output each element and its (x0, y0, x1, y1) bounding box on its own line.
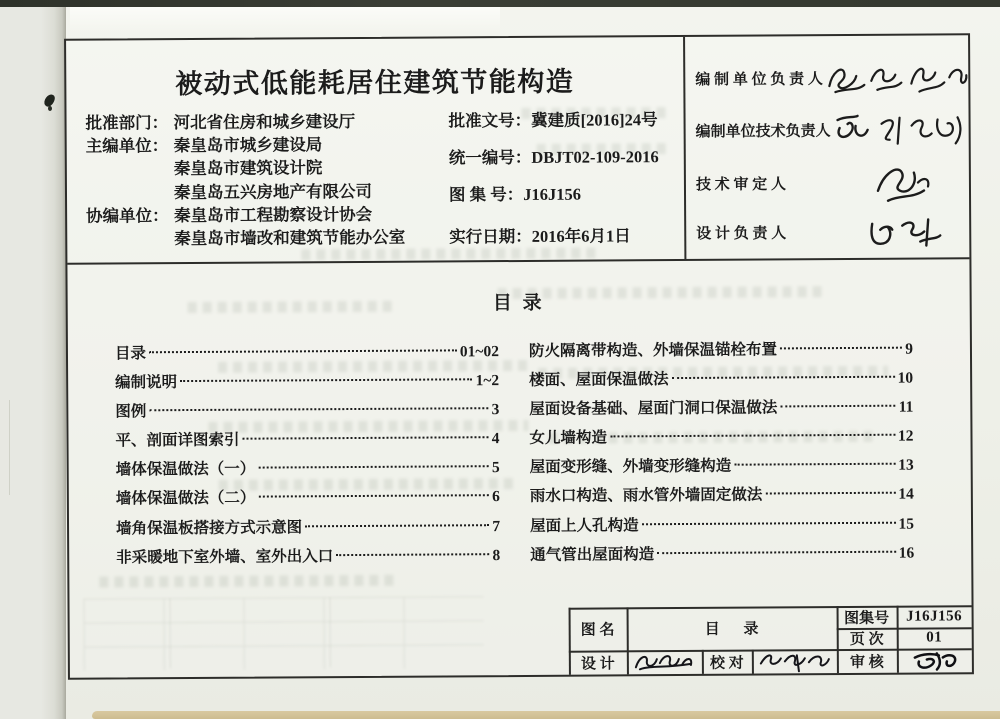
approval-value: 秦皇岛市工程勘察设计协会 (174, 204, 373, 225)
approval-row (85, 110, 404, 135)
page-edge-line (9, 400, 10, 495)
toc-item-page: 3 (491, 401, 500, 419)
toc-row (529, 393, 913, 424)
toc-row (529, 364, 913, 395)
toc-item-title: 墙体保温做法（一） (115, 460, 256, 479)
toc-item-page: 12 (897, 427, 914, 445)
toc-row (115, 395, 499, 426)
toc-item-title: 楼面、屋面保温做法 (529, 371, 669, 390)
toc-item-title: 目录 (114, 345, 147, 363)
approval-label (86, 244, 174, 245)
toc-row (529, 422, 913, 453)
proofreader-label: 校 对 (709, 655, 744, 672)
page-title: 被动式低能耗居住建筑节能构造 (175, 66, 575, 100)
toc-dot-leader (149, 407, 488, 411)
toc-item-page: 01~02 (459, 343, 500, 361)
toc-item-title: 雨水口构造、雨水管外墙固定做法 (529, 486, 763, 506)
approval-label (86, 174, 174, 175)
approval-label (86, 198, 174, 199)
toc-row (530, 509, 914, 540)
signature-reviewer (897, 648, 972, 672)
ink-smudge-dot (48, 106, 52, 111)
toc-item-title: 非采暖地下室外墙、室外出入口 (116, 547, 334, 567)
atlas-no-label: 图集号 (844, 610, 890, 627)
signature-designer (627, 650, 702, 674)
effective-date (449, 225, 631, 248)
toc-item-title: 平、剖面详图索引 (115, 431, 240, 450)
toc-item-page: 8 (492, 546, 501, 564)
toc-dot-leader (657, 550, 895, 553)
uniform-number (449, 146, 659, 169)
toc-row (115, 337, 499, 368)
official-row-design-lead (696, 207, 964, 257)
toc-dot-leader (780, 405, 895, 408)
approval-row (86, 133, 405, 158)
approval-row (86, 179, 405, 204)
toc-dot-leader (672, 376, 895, 379)
toc-row (116, 512, 500, 543)
toc-item-page: 4 (491, 430, 500, 448)
toc-item-page: 15 (898, 515, 915, 533)
approval-row (86, 202, 405, 227)
toc-dot-leader (734, 463, 895, 466)
toc-column-right (529, 335, 914, 570)
toc-dot-leader (336, 553, 489, 556)
toc-item-title: 编制说明 (115, 374, 178, 392)
toc-row (529, 335, 913, 366)
bleed-through-ghost (301, 247, 601, 260)
official-row-tech-chief (695, 105, 963, 155)
toc-row (530, 480, 914, 511)
toc-dot-leader (243, 436, 489, 440)
design-lead-label: 设 计 负 责 人 (696, 225, 787, 243)
toc-column-left (115, 337, 500, 572)
tech-chief-label: 编制单位技术负责人 (695, 123, 831, 141)
toc-row (115, 366, 499, 397)
bleed-through-table (83, 596, 483, 670)
atlas-no-value: J16J156 (906, 607, 963, 625)
page-no-label: 页 次 (849, 631, 884, 648)
approval-doc-number (448, 109, 657, 132)
approval-row (86, 226, 405, 251)
chief-label: 编 制 单 位 负 责 人 (695, 71, 823, 89)
official-row-chief (695, 53, 963, 103)
effective-date-value: 2016年6月1日 (531, 226, 631, 246)
approval-label: 主编单位： (85, 136, 169, 156)
signature-chief (823, 55, 969, 102)
toc-item-page: 11 (898, 398, 914, 416)
signature-proofreader (752, 649, 837, 674)
toc-item-page: 1~2 (475, 372, 500, 390)
toc-item-page: 9 (905, 340, 914, 358)
toc-item-page: 7 (492, 517, 501, 535)
doc-number-label: 批准文号： (448, 110, 532, 131)
toc-row (116, 541, 500, 572)
toc-row (530, 451, 914, 482)
toc-item-page: 13 (898, 456, 914, 475)
official-row-tech-approver (696, 158, 964, 208)
toc-item-page: 6 (492, 488, 500, 506)
toc-item-title: 防火隔离带构造、外墙保温锚栓布置 (528, 341, 778, 360)
approval-info (85, 110, 405, 251)
bleed-through-ghost (99, 575, 399, 588)
signature-design-lead (862, 209, 946, 254)
book-bottom-edge (92, 711, 1000, 719)
approval-value: 河北省住房和城乡建设厅 (173, 111, 356, 133)
approval-label: 协编单位： (86, 205, 169, 226)
toc-dot-leader (258, 466, 489, 469)
page-curl-highlight (70, 7, 500, 33)
reviewer-label: 审 核 (849, 654, 884, 671)
toc-item-page: 14 (898, 486, 914, 504)
toc-row (116, 453, 500, 484)
atlas-number-value: J16J156 (523, 184, 582, 204)
signature-tech-chief (829, 105, 971, 154)
uniform-number-label: 统一编号： (448, 147, 532, 168)
uniform-number-value: DBJT02-109-2016 (531, 147, 659, 167)
effective-date-label: 实行日期： (449, 226, 532, 247)
toc-row (116, 483, 500, 514)
toc-item-page: 10 (897, 369, 914, 387)
toc-item-title: 图例 (115, 403, 147, 421)
toc-row (115, 424, 499, 455)
toc-item-title: 通气管出屋面构造 (530, 545, 655, 564)
toc-item-title: 屋面设备基础、屋面门洞口保温做法 (529, 399, 778, 419)
approval-value: 秦皇岛市建筑设计院 (173, 158, 323, 179)
toc-item-page: 5 (491, 459, 500, 477)
approval-value: 秦皇岛市城乡建设局 (173, 135, 323, 156)
toc-item-title: 屋面变形缝、外墙变形缝构造 (529, 458, 732, 477)
toc-item-page: 16 (898, 544, 915, 562)
toc-item-title: 女儿墙构造 (529, 429, 608, 448)
sheet-name-value: 目 录 (704, 621, 769, 638)
book-gutter-margin (0, 7, 66, 719)
sheet-name-label: 图 名 (580, 622, 615, 639)
scanner-top-edge (0, 0, 1000, 7)
toc-dot-leader (305, 524, 489, 527)
approval-value: 秦皇岛五兴房地产有限公司 (173, 181, 373, 202)
toc-row (530, 538, 914, 569)
toc-dot-leader (258, 495, 489, 498)
toc-item-title: 墙体保温做法（二） (115, 490, 256, 508)
toc-heading: 目 录 (492, 292, 545, 315)
toc-dot-leader (780, 347, 902, 350)
toc-item-title: 屋面上人孔构造 (529, 516, 639, 535)
toc-dot-leader (180, 378, 472, 382)
toc-dot-leader (765, 492, 895, 495)
approval-label: 批准部门： (85, 113, 169, 133)
title-block-divider-vertical (683, 37, 686, 259)
approval-value: 秦皇岛市墙改和建筑节能办公室 (174, 227, 406, 249)
toc-dot-leader (149, 349, 457, 353)
designer-label: 设 计 (580, 655, 615, 673)
signature-tech-approver (868, 158, 940, 206)
page-no-value: 01 (926, 629, 943, 646)
toc-item-title: 墙角保温板搭接方式示意图 (115, 518, 303, 538)
document-frame (64, 33, 974, 680)
doc-number-value: 冀建质[2016]24号 (531, 110, 658, 130)
atlas-number-label: 图 集 号： (448, 184, 524, 205)
tech-approver-label: 技 术 审 定 人 (695, 176, 787, 194)
toc-dot-leader (642, 521, 896, 525)
atlas-number (449, 184, 581, 207)
toc-dot-leader (610, 434, 895, 438)
approval-row (86, 156, 405, 181)
